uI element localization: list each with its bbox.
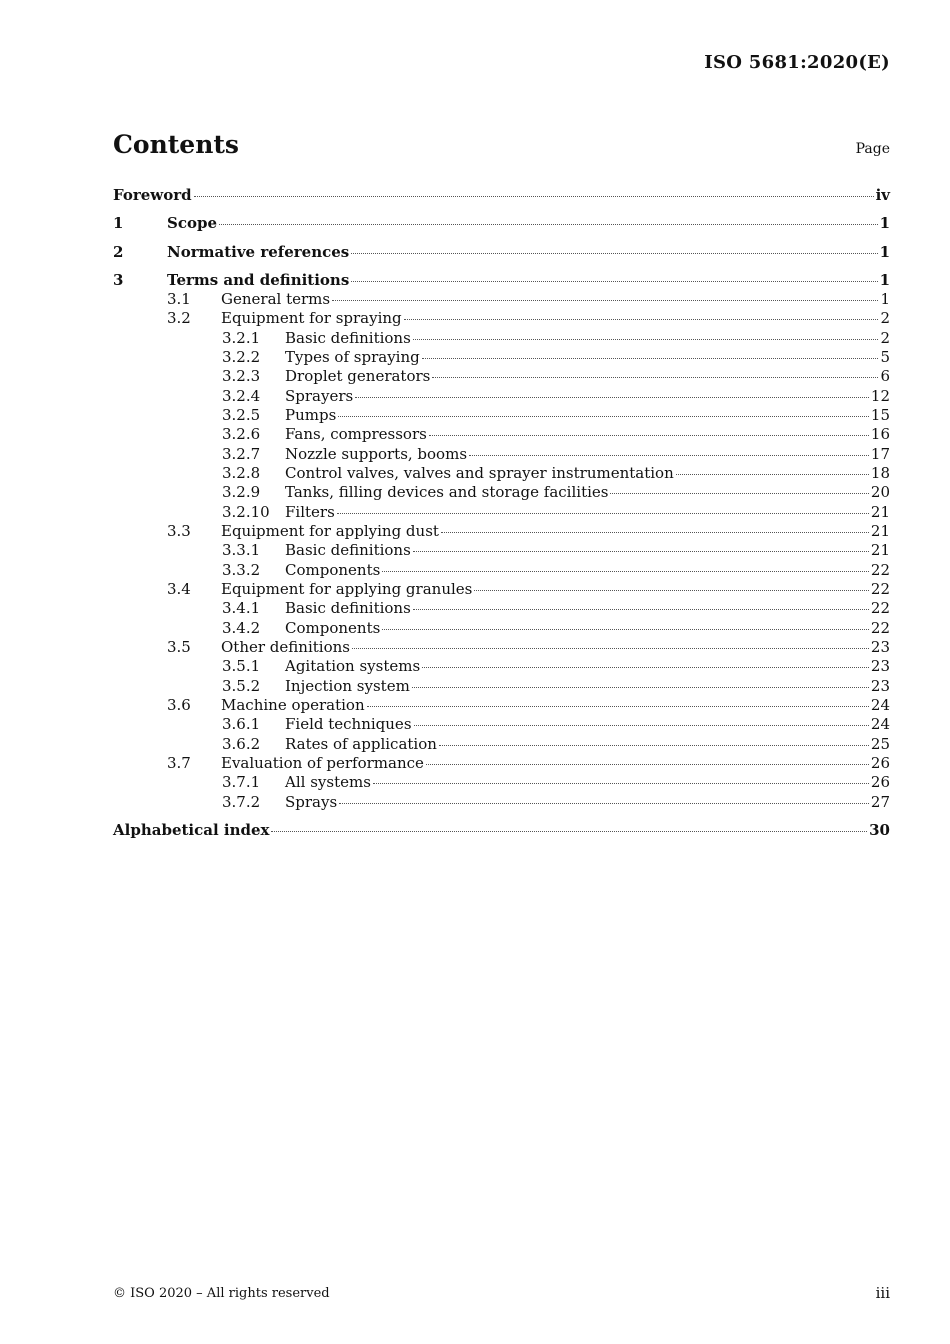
toc-entry-number: 3.5.2 bbox=[222, 677, 261, 695]
toc-entry-normative-references[interactable] bbox=[113, 243, 890, 261]
toc-entry-number: 3.4.1 bbox=[222, 599, 261, 617]
toc-entry-page: 15 bbox=[870, 406, 890, 424]
toc-entry-label: Pumps bbox=[285, 406, 337, 424]
dot-leader bbox=[426, 764, 869, 765]
dot-leader bbox=[373, 783, 869, 784]
toc-entry-number: 3.2.3 bbox=[222, 367, 261, 385]
toc-entry-number: 3.7.1 bbox=[222, 773, 261, 791]
toc-entry-number: 3.4.2 bbox=[222, 619, 261, 637]
toc-entry-page: 24 bbox=[870, 696, 890, 714]
dot-leader bbox=[413, 551, 869, 552]
toc-entry-page: 20 bbox=[870, 483, 890, 501]
dot-leader bbox=[339, 803, 869, 804]
toc-entry-terms-and-definitions[interactable] bbox=[113, 271, 890, 289]
toc-entry-label: Basic definitions bbox=[285, 599, 411, 617]
toc-entry-number: 3.2.9 bbox=[222, 483, 261, 501]
toc-entry-number: 3.1 bbox=[167, 290, 191, 308]
toc-entry-label: Agitation systems bbox=[285, 657, 421, 675]
toc-entry-label: Other definitions bbox=[221, 638, 350, 656]
toc-entry-number: 3.2.1 bbox=[222, 329, 261, 347]
toc-entry-number: 3.2.2 bbox=[222, 348, 261, 366]
toc-entry-3-6[interactable] bbox=[113, 696, 890, 714]
page-column-label: Page bbox=[855, 141, 890, 157]
toc-entry-page: 21 bbox=[870, 503, 890, 521]
dot-leader bbox=[610, 493, 868, 494]
toc-entry-label: Scope bbox=[167, 214, 218, 232]
toc-entry-3-2-3[interactable] bbox=[113, 367, 890, 385]
dot-leader bbox=[367, 706, 869, 707]
dot-leader bbox=[382, 571, 869, 572]
toc-entry-page: 23 bbox=[870, 638, 890, 656]
toc-entry-3-2-1[interactable] bbox=[113, 329, 890, 347]
toc-entry-page: 2 bbox=[880, 329, 890, 347]
dot-leader bbox=[337, 513, 869, 514]
toc-entry-3-7-1[interactable] bbox=[113, 773, 890, 791]
toc-entry-3-7[interactable] bbox=[113, 754, 890, 772]
toc-entry-page: 23 bbox=[870, 677, 890, 695]
toc-entry-3-3[interactable] bbox=[113, 522, 890, 540]
toc-entry-label: Equipment for applying dust bbox=[221, 522, 439, 540]
toc-entry-number: 1 bbox=[113, 214, 124, 232]
toc-entry-number: 2 bbox=[113, 243, 124, 261]
dot-leader bbox=[219, 224, 878, 225]
toc-entry-3-2[interactable] bbox=[113, 309, 890, 327]
dot-leader bbox=[422, 667, 869, 668]
dot-leader bbox=[332, 300, 878, 301]
toc-entry-label: Droplet generators bbox=[285, 367, 431, 385]
toc-entry-page: 22 bbox=[870, 599, 890, 617]
toc-entry-page: 17 bbox=[870, 445, 890, 463]
toc-entry-alphabetical-index[interactable] bbox=[113, 821, 890, 839]
toc-entry-number: 3.3.2 bbox=[222, 561, 261, 579]
toc-entry-number: 3.2.5 bbox=[222, 406, 261, 424]
toc-entry-label: Evaluation of performance bbox=[221, 754, 424, 772]
toc-entry-number: 3.6 bbox=[167, 696, 191, 714]
toc-entry-label: Components bbox=[285, 561, 381, 579]
toc-entry-label: Fans, compressors bbox=[285, 425, 427, 443]
toc-entry-page: 2 bbox=[880, 309, 890, 327]
dot-leader bbox=[441, 532, 869, 533]
dot-leader bbox=[194, 196, 874, 197]
toc-entry-number: 3.6.1 bbox=[222, 715, 261, 733]
toc-entry-3-2-2[interactable] bbox=[113, 348, 890, 366]
toc-entry-number: 3.4 bbox=[167, 580, 191, 598]
toc-entry-label: Tanks, filling devices and storage facilities bbox=[285, 483, 609, 501]
toc-entry-number: 3.2 bbox=[167, 309, 191, 327]
toc-entry-3-2-6[interactable] bbox=[113, 425, 890, 443]
dot-leader bbox=[352, 648, 869, 649]
toc-entry-number: 3 bbox=[113, 271, 124, 289]
toc-entry-page: 23 bbox=[870, 657, 890, 675]
dot-leader bbox=[429, 435, 869, 436]
toc-entry-3-4[interactable] bbox=[113, 580, 890, 598]
toc-entry-page: 21 bbox=[870, 541, 890, 559]
toc-entry-page: 1 bbox=[879, 271, 890, 289]
toc-entry-label: Filters bbox=[285, 503, 335, 521]
toc-entry-label: Foreword bbox=[113, 186, 192, 204]
toc-entry-3-4-1[interactable] bbox=[113, 599, 890, 617]
toc-entry-3-6-2[interactable] bbox=[113, 735, 890, 753]
dot-leader bbox=[351, 253, 877, 254]
dot-leader bbox=[676, 474, 869, 475]
dot-leader bbox=[351, 281, 877, 282]
toc-entry-page: 27 bbox=[870, 793, 890, 811]
toc-entry-label: Injection system bbox=[285, 677, 410, 695]
toc-entry-3-5[interactable] bbox=[113, 638, 890, 656]
toc-entry-label: Equipment for spraying bbox=[221, 309, 402, 327]
toc-entry-page: 26 bbox=[870, 773, 890, 791]
toc-entry-label: Machine operation bbox=[221, 696, 365, 714]
toc-entry-3-5-1[interactable] bbox=[113, 657, 890, 675]
toc-entry-page: 22 bbox=[870, 580, 890, 598]
toc-entry-3-2-8[interactable] bbox=[113, 464, 890, 482]
dot-leader bbox=[382, 629, 869, 630]
dot-leader bbox=[412, 687, 869, 688]
toc-entry-page: 30 bbox=[869, 821, 890, 839]
toc-entry-page: 12 bbox=[870, 387, 890, 405]
dot-leader bbox=[404, 319, 879, 320]
dot-leader bbox=[422, 358, 879, 359]
toc-entry-label: Sprays bbox=[285, 793, 338, 811]
toc-entry-3-5-2[interactable] bbox=[113, 677, 890, 695]
document-id: ISO 5681:2020(E) bbox=[704, 52, 890, 73]
toc-entry-number: 3.3.1 bbox=[222, 541, 261, 559]
toc-entry-3-3-1[interactable] bbox=[113, 541, 890, 559]
page-title: Contents bbox=[113, 130, 240, 159]
toc-entry-3-4-2[interactable] bbox=[113, 619, 890, 637]
toc-entry-number: 3.2.7 bbox=[222, 445, 261, 463]
toc-entry-label: Alphabetical index bbox=[113, 821, 270, 839]
toc-entry-number: 3.7.2 bbox=[222, 793, 261, 811]
dot-leader bbox=[439, 745, 869, 746]
toc-entry-label: Basic definitions bbox=[285, 329, 411, 347]
toc-entry-label: Field techniques bbox=[285, 715, 412, 733]
toc-entry-label: All systems bbox=[285, 773, 371, 791]
dot-leader bbox=[271, 831, 867, 832]
toc-entry-number: 3.2.10 bbox=[222, 503, 270, 521]
toc-entry-number: 3.2.8 bbox=[222, 464, 261, 482]
dot-leader bbox=[474, 590, 869, 591]
dot-leader bbox=[413, 339, 879, 340]
toc-entry-label: Types of spraying bbox=[285, 348, 420, 366]
toc-entry-page: 21 bbox=[870, 522, 890, 540]
dot-leader bbox=[338, 416, 869, 417]
toc-entry-number: 3.7 bbox=[167, 754, 191, 772]
toc-entry-label: Terms and definitions bbox=[167, 271, 350, 289]
toc-entry-foreword[interactable] bbox=[113, 186, 890, 204]
toc-entry-number: 3.2.6 bbox=[222, 425, 261, 443]
toc-entry-page: 1 bbox=[880, 290, 890, 308]
toc-entry-page: 24 bbox=[870, 715, 890, 733]
toc-entry-scope[interactable] bbox=[113, 214, 890, 232]
toc-entry-label: Components bbox=[285, 619, 381, 637]
toc-entry-3-3-2[interactable] bbox=[113, 561, 890, 579]
toc-entry-3-2-10[interactable] bbox=[113, 503, 890, 521]
dot-leader bbox=[414, 725, 869, 726]
dot-leader bbox=[355, 397, 869, 398]
toc-entry-page: 22 bbox=[870, 619, 890, 637]
toc-entry-3-6-1[interactable] bbox=[113, 715, 890, 733]
toc-entry-page: 1 bbox=[879, 243, 890, 261]
toc-entry-3-7-2[interactable] bbox=[113, 793, 890, 811]
toc-entry-number: 3.5 bbox=[167, 638, 191, 656]
dot-leader bbox=[413, 609, 869, 610]
toc-entry-label: Control valves, valves and sprayer instrumentation bbox=[285, 464, 674, 482]
toc-entry-page: 5 bbox=[880, 348, 890, 366]
toc-entry-label: Nozzle supports, booms bbox=[285, 445, 468, 463]
toc-entry-3-1[interactable] bbox=[113, 290, 890, 308]
toc-entry-page: 26 bbox=[870, 754, 890, 772]
toc-entry-label: Equipment for applying granules bbox=[221, 580, 473, 598]
page-number: iii bbox=[875, 1284, 890, 1302]
toc-entry-number: 3.5.1 bbox=[222, 657, 261, 675]
toc-entry-page: 18 bbox=[870, 464, 890, 482]
toc-entry-label: General terms bbox=[221, 290, 331, 308]
toc-entry-3-2-9[interactable] bbox=[113, 483, 890, 501]
toc-entry-page: 25 bbox=[870, 735, 890, 753]
toc-entry-page: iv bbox=[875, 186, 890, 204]
toc-entry-3-2-7[interactable] bbox=[113, 445, 890, 463]
dot-leader bbox=[469, 455, 869, 456]
toc-entry-page: 22 bbox=[870, 561, 890, 579]
toc-entry-3-2-4[interactable] bbox=[113, 387, 890, 405]
dot-leader bbox=[432, 377, 878, 378]
toc-entry-label: Rates of application bbox=[285, 735, 437, 753]
toc-entry-number: 3.6.2 bbox=[222, 735, 261, 753]
copyright-notice: © ISO 2020 – All rights reserved bbox=[113, 1286, 330, 1301]
toc-entry-number: 3.3 bbox=[167, 522, 191, 540]
toc-entry-page: 6 bbox=[880, 367, 890, 385]
toc-entry-label: Normative references bbox=[167, 243, 350, 261]
toc-entry-3-2-5[interactable] bbox=[113, 406, 890, 424]
toc-entry-label: Basic definitions bbox=[285, 541, 411, 559]
toc-entry-page: 16 bbox=[870, 425, 890, 443]
toc-entry-page: 1 bbox=[879, 214, 890, 232]
toc-entry-number: 3.2.4 bbox=[222, 387, 261, 405]
toc-entry-label: Sprayers bbox=[285, 387, 354, 405]
